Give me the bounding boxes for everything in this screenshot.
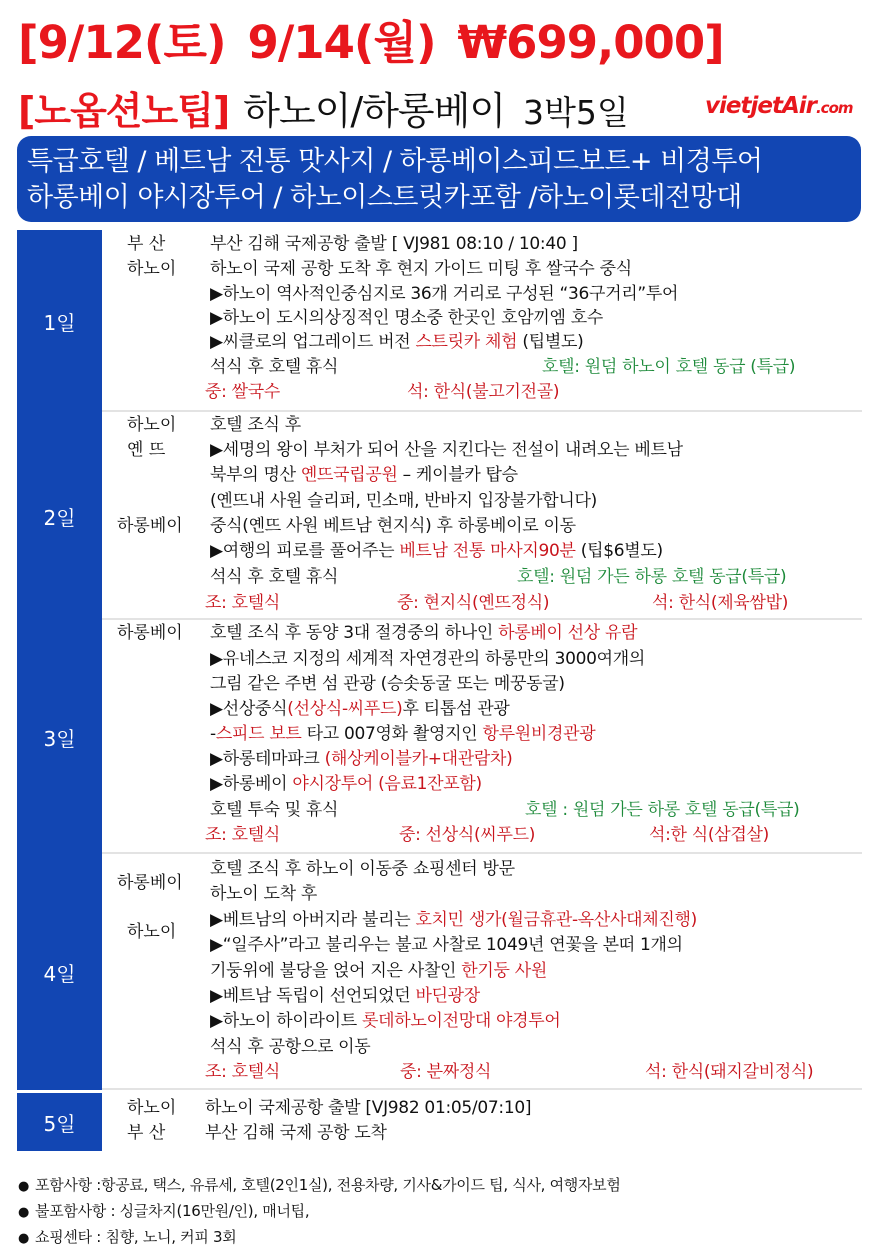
itinerary-line — [210, 331, 583, 353]
text: - — [210, 724, 216, 744]
day-5-row — [17, 1093, 862, 1151]
itinerary-line: 그림 같은 주변 섬 관광 (승솟동굴 또는 메꿍동굴) — [210, 674, 565, 694]
itinerary-line: 호텔 조식 후 — [210, 415, 301, 435]
highlight-text: 스피드 보트 — [215, 724, 302, 744]
breakfast-info: 조: 호텔식 — [205, 593, 281, 613]
itinerary-line — [210, 540, 663, 562]
dinner-info: 석: 한식(돼지갈비정식) — [645, 1062, 814, 1082]
lunch-info: 중: 선상식(씨푸드) — [399, 825, 536, 845]
highlight-text: 베트남 전통 마사지90분 — [399, 541, 576, 561]
itinerary-line — [210, 773, 482, 795]
itinerary-line: ▶하노이 도시의상징적인 명소중 한곳인 호암끼엠 호수 — [210, 308, 603, 328]
tour-subtitle — [18, 80, 629, 135]
dinner-info: 석: 한식(불고기전골) — [407, 382, 560, 402]
promo-title — [18, 6, 878, 71]
itinerary-line — [210, 723, 595, 745]
hotel-info: 호텔: 원덤 하노이 호텔 동급 (특급) — [542, 357, 796, 377]
day-label: 4일 — [17, 854, 102, 1090]
place: 하롱베이 — [117, 516, 183, 536]
itinerary-line: 하노이 국제 공항 도착 후 현지 가이드 미팅 후 쌀국수 중식 — [210, 259, 632, 279]
itinerary-line: 호텔 조식 후 하노이 이동중 쇼핑센터 방문 — [210, 859, 515, 879]
highlights-line-1: 특급호텔 / 베트남 전통 맛사지 / 하롱베이스피드보트+ 비경투어 — [27, 146, 763, 177]
itinerary-line: 부산 김해 국제공항 출발 [ VJ981 08:10 / 10:40 ] — [210, 234, 578, 254]
highlight-text: 스트릿카 체험 — [415, 332, 518, 352]
day-label: 1일 — [17, 230, 102, 412]
itinerary-line: 호텔 투숙 및 휴식 — [210, 800, 339, 820]
price: ₩699,000] — [457, 16, 724, 69]
highlight-text: (해상케이블카+대관람차) — [324, 749, 513, 769]
highlight-text: 야시장투어 (음료1잔포함) — [292, 774, 482, 794]
itinerary-line — [210, 1010, 561, 1032]
place: 하노이 — [127, 415, 177, 435]
included-items: ● 포함사항 :항공료, 택스, 유류세, 호텔(2인1실), 전용차량, 기사&가이드 팁, 식사, 여행자보험 — [18, 1174, 621, 1195]
day-label: 2일 — [17, 412, 102, 620]
itinerary-line — [210, 698, 509, 720]
text: ▶베트남의 아버지라 불리는 — [210, 910, 416, 930]
highlight-text: (선상식-씨푸드) — [287, 699, 403, 719]
text: ▶선상중식 — [210, 699, 288, 719]
excluded-items: ● 불포함사항 : 싱글차지(16만원/인), 매너팁, — [18, 1200, 309, 1221]
place: 하노이 — [127, 259, 177, 279]
place: 하노이 — [127, 922, 177, 942]
place: 부 산 — [127, 1123, 166, 1143]
itinerary-line: 중식(옌뜨 사원 베트남 현지식) 후 하롱베이로 이동 — [210, 516, 576, 536]
itinerary-line: ▶세명의 왕이 부처가 되어 산을 지킨다는 전설이 내려오는 베트남 — [210, 440, 683, 460]
breakfast-info: 조: 호텔식 — [205, 1062, 281, 1082]
text: (팁$6별도) — [575, 541, 663, 561]
itinerary-line: (옌뜨내 사원 슬리퍼, 민소매, 반바지 입장불가합니다) — [210, 491, 597, 511]
itinerary-line: 석식 후 호텔 휴식 — [210, 567, 339, 587]
lunch-info: 중: 현지식(옌뜨정식) — [397, 593, 550, 613]
highlight-text: 하롱베이 선상 유람 — [498, 623, 638, 643]
itinerary-line: ▶“일주사”라고 불리우는 불교 사찰로 1049년 연꽃을 본떠 1개의 — [210, 935, 683, 955]
shopping-info: ● 쇼핑센타 : 침향, 노니, 커피 3회 — [18, 1226, 236, 1247]
itinerary-line — [210, 985, 480, 1007]
highlight-text: 롯데하노이전망대 야경투어 — [361, 1011, 561, 1031]
itinerary-line: 석식 후 호텔 휴식 — [210, 357, 339, 377]
itinerary-line: ▶하노이 역사적인중심지로 36개 거리로 구성된 “36구거리”투어 — [210, 284, 679, 304]
text: ▶하롱베이 — [210, 774, 293, 794]
highlight-text: 호치민 생가(월금휴관-옥산사대체진행) — [415, 910, 697, 930]
text: 기둥위에 불당을 얹어 지은 사찰인 — [210, 961, 462, 981]
text: 타고 007영화 촬영지인 — [301, 724, 483, 744]
itinerary-line — [210, 960, 547, 982]
day-4-row — [17, 854, 862, 1090]
logo-text: vietjetAir — [705, 93, 816, 119]
text: ▶하노이 하이라이트 — [210, 1011, 362, 1031]
text: 호텔 조식 후 동양 3대 절경중의 하나인 — [210, 623, 499, 643]
itinerary-line — [210, 909, 697, 931]
text: ▶씨클로의 업그레이드 버전 — [210, 332, 416, 352]
breakfast-info: 조: 호텔식 — [205, 825, 281, 845]
itinerary-line: 하노이 도착 후 — [210, 884, 317, 904]
place: 하롱베이 — [117, 623, 183, 643]
highlight-text: 한기둥 사원 — [461, 961, 547, 981]
itinerary-line: 부산 김해 국제 공항 도착 — [205, 1123, 387, 1143]
text: ▶베트남 독립이 선언되었던 — [210, 986, 416, 1006]
highlights-line-2: 하롱베이 야시장투어 / 하노이스트릿카포함 /하노이롯데전망대 — [27, 182, 742, 213]
hotel-info: 호텔: 원덤 가든 하롱 호텔 동급(특급) — [517, 567, 787, 587]
text: – 케이블카 탑승 — [397, 465, 518, 485]
return-date: 9/14(월) — [247, 16, 436, 69]
itinerary-line — [210, 748, 512, 770]
day-1-row — [17, 230, 862, 412]
place: 부 산 — [127, 234, 166, 254]
text: ▶하롱테마파크 — [210, 749, 325, 769]
hotel-info: 호텔 : 원덤 가든 하롱 호텔 동급(특급) — [525, 800, 800, 820]
dinner-info: 석: 한식(제육쌈밥) — [652, 593, 789, 613]
itinerary-line: 석식 후 공항으로 이동 — [210, 1037, 371, 1057]
place: 하노이 — [127, 1098, 177, 1118]
vietjet-logo — [705, 93, 853, 119]
destination: 하노이/하롱베이 — [243, 89, 506, 133]
duration: 3박5일 — [523, 93, 629, 132]
itinerary-line: ▶유네스코 지정의 세계적 자연경관의 하롱만의 3000여개의 — [210, 649, 646, 669]
day-3-row — [17, 620, 862, 854]
lunch-info: 중: 쌀국수 — [205, 382, 281, 402]
row-divider — [102, 1088, 862, 1090]
logo-suffix: .com — [815, 99, 853, 117]
text: ▶여행의 피로를 풀어주는 — [210, 541, 400, 561]
text: 북부의 명산 — [210, 465, 301, 485]
day-2-row — [17, 412, 862, 620]
text: 후 티톱섬 관광 — [402, 699, 510, 719]
highlight-text: 항루원비경관광 — [482, 724, 596, 744]
text: (팁별도) — [517, 332, 584, 352]
highlights-banner — [17, 136, 861, 222]
highlight-text: 옌뜨국립공원 — [300, 465, 398, 485]
no-option-tag: [노옵션노팁] — [18, 89, 230, 133]
itinerary-line — [210, 622, 637, 644]
highlight-text: 바딘광장 — [415, 986, 480, 1006]
dinner-info: 석:한 식(삼겹살) — [649, 825, 769, 845]
place: 하롱베이 — [117, 873, 183, 893]
lunch-info: 중: 분짜정식 — [400, 1062, 492, 1082]
place: 옌 뜨 — [127, 440, 166, 460]
departure-date: [9/12(토) — [18, 16, 226, 69]
day-label: 5일 — [17, 1093, 102, 1151]
itinerary-line — [210, 464, 518, 486]
itinerary-line: 하노이 국제공항 출발 [VJ982 01:05/07:10] — [205, 1098, 532, 1118]
day-label: 3일 — [17, 620, 102, 854]
